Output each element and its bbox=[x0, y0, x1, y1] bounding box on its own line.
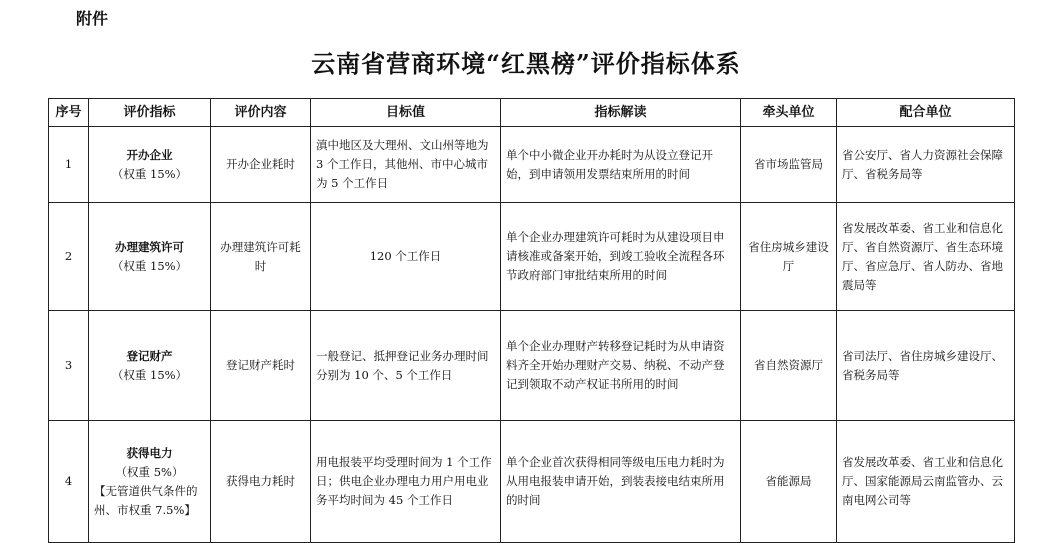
cell-no: 4 bbox=[49, 421, 89, 543]
header-content: 评价内容 bbox=[211, 99, 311, 127]
indicator-note: 【无管道供气条件的州、市权重 7.5%】 bbox=[94, 483, 198, 517]
cell-lead: 省住房城乡建设厅 bbox=[741, 203, 837, 311]
table-row bbox=[49, 311, 1015, 421]
cell-no: 1 bbox=[49, 127, 89, 203]
indicator-weight: （权重 5%） bbox=[115, 464, 184, 479]
cell-support: 省发展改革委、省工业和信息化厅、国家能源局云南监管办、云南电网公司等 bbox=[837, 421, 1015, 543]
header-no: 序号 bbox=[49, 99, 89, 127]
header-indicator: 评价指标 bbox=[89, 99, 211, 127]
cell-support: 省司法厅、省住房城乡建设厅、省税务局等 bbox=[837, 311, 1015, 421]
cell-lead: 省自然资源厅 bbox=[741, 311, 837, 421]
cell-interpretation: 单个企业办理财产转移登记耗时为从申请资料齐全开始办理财产交易、纳税、不动产登记到领取不动产权证书所用的时间 bbox=[501, 311, 741, 421]
cell-content: 获得电力耗时 bbox=[211, 421, 311, 543]
document-title: 云南省营商环境“红黑榜”评价指标体系 bbox=[311, 49, 741, 78]
indicator-weight: （权重 15%） bbox=[111, 367, 188, 382]
header-support: 配合单位 bbox=[837, 99, 1015, 127]
cell-support: 省发展改革委、省工业和信息化厅、省自然资源厅、省生态环境厅、省应急厅、省人防办、省地震局等 bbox=[837, 203, 1015, 311]
cell-interpretation: 单个企业办理建筑许可耗时为从建设项目申请核准或备案开始，到竣工验收全流程各环节政府部门审批结束所用的时间 bbox=[501, 203, 741, 311]
cell-content: 开办企业耗时 bbox=[211, 127, 311, 203]
cell-target: 120 个工作日 bbox=[311, 203, 501, 311]
indicator-name: 获得电力 bbox=[126, 445, 173, 460]
cell-indicator bbox=[89, 311, 211, 421]
table-row bbox=[49, 421, 1015, 543]
header-interpretation: 指标解读 bbox=[501, 99, 741, 127]
cell-lead: 省市场监管局 bbox=[741, 127, 837, 203]
cell-no: 2 bbox=[49, 203, 89, 311]
cell-target: 滇中地区及大理州、文山州等地为 3 个工作日，其他州、市中心城市为 5 个工作日 bbox=[311, 127, 501, 203]
attachment-label: 附件 bbox=[76, 9, 109, 28]
indicator-table bbox=[48, 98, 1015, 543]
cell-indicator bbox=[89, 421, 211, 543]
cell-interpretation: 单个中小微企业开办耗时为从设立登记开始，到申请领用发票结束所用的时间 bbox=[501, 127, 741, 203]
indicator-weight: （权重 15%） bbox=[111, 166, 188, 181]
table-row bbox=[49, 203, 1015, 311]
header-target: 目标值 bbox=[311, 99, 501, 127]
cell-no: 3 bbox=[49, 311, 89, 421]
cell-content: 办理建筑许可耗时 bbox=[211, 203, 311, 311]
table-header-row bbox=[49, 99, 1015, 127]
cell-interpretation: 单个企业首次获得相同等级电压电力耗时为从用电报装申请开始，到装表接电结束所用的时间 bbox=[501, 421, 741, 543]
cell-lead: 省能源局 bbox=[741, 421, 837, 543]
cell-indicator bbox=[89, 203, 211, 311]
cell-content: 登记财产耗时 bbox=[211, 311, 311, 421]
cell-support: 省公安厅、省人力资源社会保障厅、省税务局等 bbox=[837, 127, 1015, 203]
indicator-name: 登记财产 bbox=[126, 348, 173, 363]
cell-target: 用电报装平均受理时间为 1 个工作日；供电企业办理电力用户用电业务平均时间为 45 个工作日 bbox=[311, 421, 501, 543]
cell-indicator bbox=[89, 127, 211, 203]
header-lead: 牵头单位 bbox=[741, 99, 837, 127]
indicator-name: 开办企业 bbox=[126, 147, 173, 162]
cell-target: 一般登记、抵押登记业务办理时间分别为 10 个、5 个工作日 bbox=[311, 311, 501, 421]
indicator-weight: （权重 15%） bbox=[111, 258, 188, 273]
indicator-name: 办理建筑许可 bbox=[115, 239, 184, 254]
table-row bbox=[49, 127, 1015, 203]
